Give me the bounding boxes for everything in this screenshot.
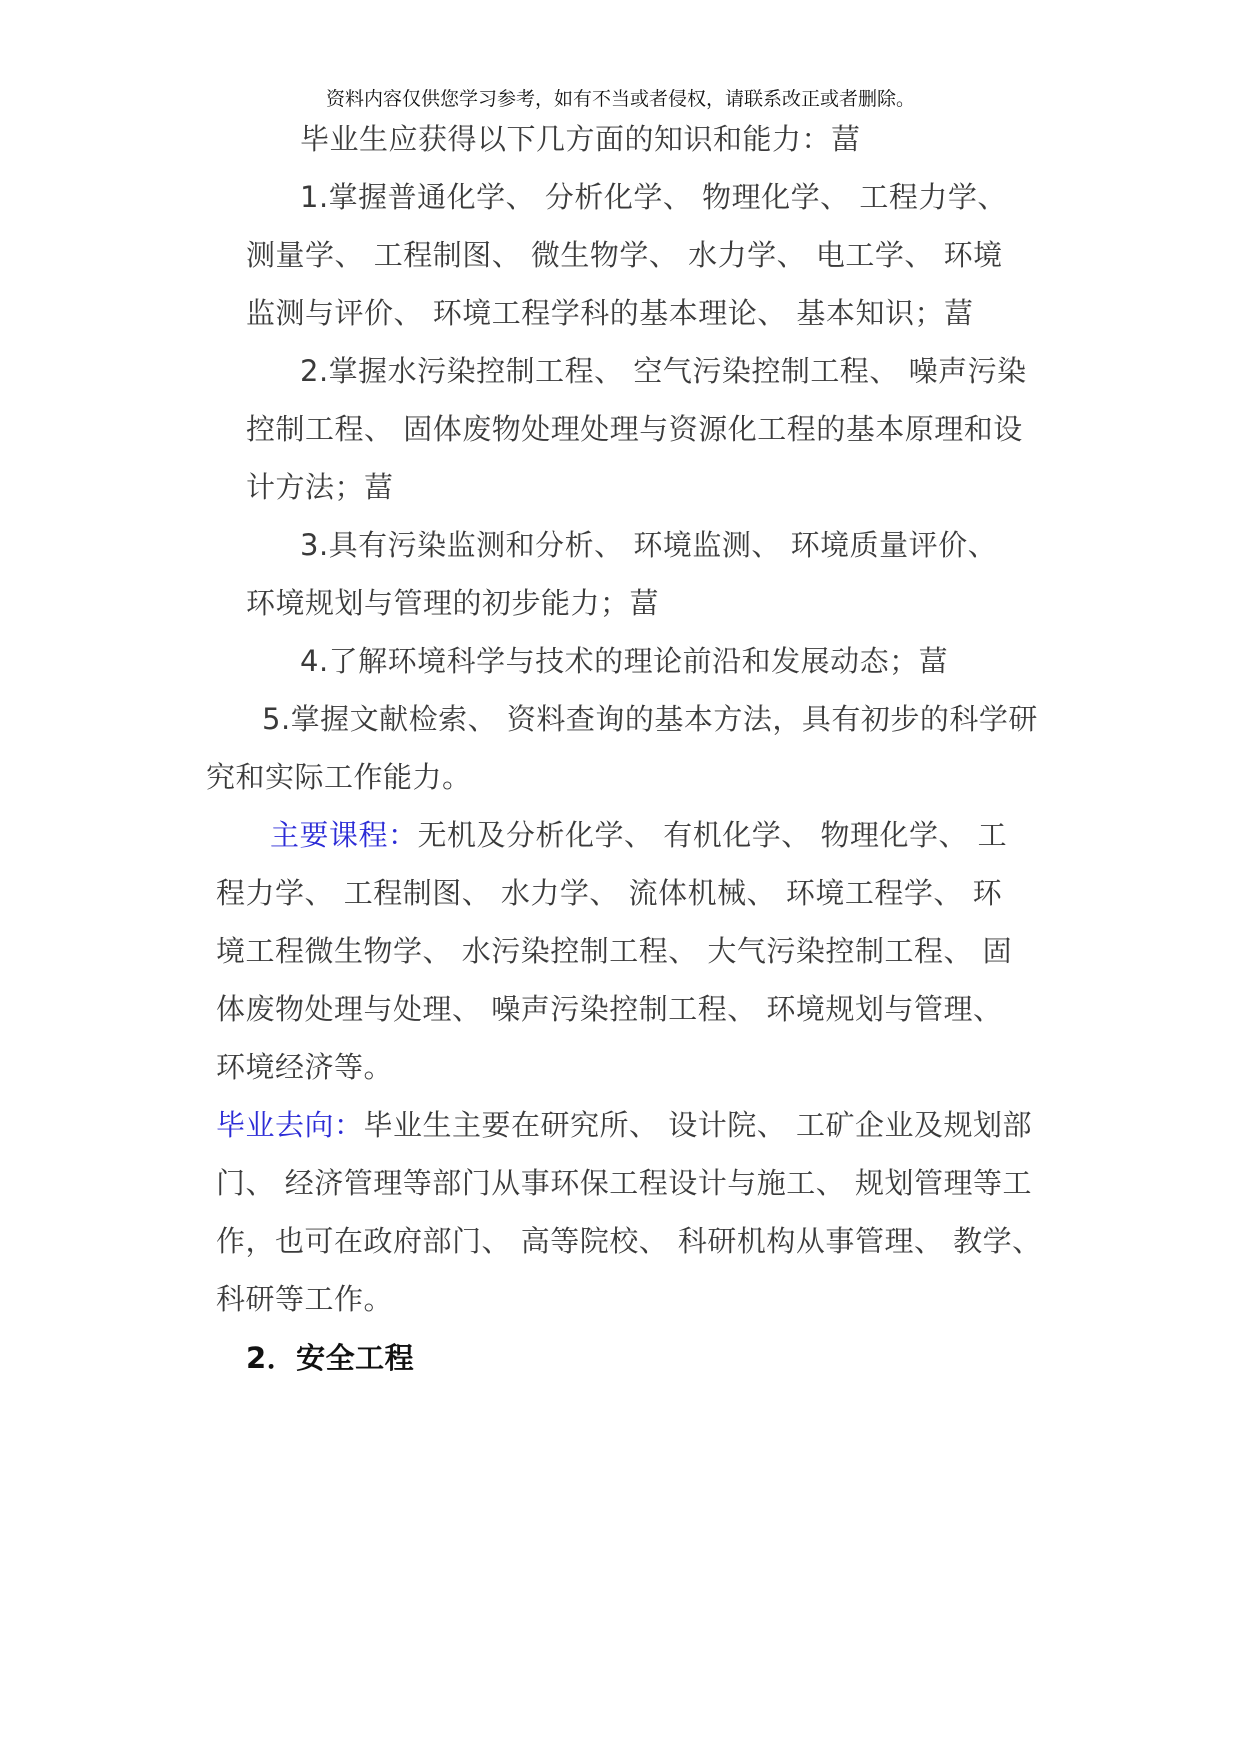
courses-label: 主要课程： — [270, 818, 418, 852]
item-4-line-1: 4.了解环境科学与技术的理论前沿和发展动态；葍 — [300, 644, 949, 678]
item-5-line-2: 究和实际工作能力。 — [206, 760, 472, 794]
item-1-line-1: 1.掌握普通化学、 分析化学、 物理化学、 工程力学、 — [300, 180, 1007, 214]
courses-line-4: 体废物处理与处理、 噪声污染控制工程、 环境规划与管理、 — [216, 992, 1003, 1026]
courses-line-5: 环境经济等。 — [216, 1050, 394, 1084]
careers-line-2: 门、 经济管理等部门从事环保工程设计与施工、 规划管理等工 — [216, 1166, 1032, 1200]
item-2-line-2: 控制工程、 固体废物处理处理与资源化工程的基本原理和设 — [246, 412, 1023, 446]
item-2-line-3: 计方法；葍 — [246, 470, 394, 504]
intro-text: 毕业生应获得以下几方面的知识和能力：葍 — [300, 122, 861, 156]
item-3-line-1: 3.具有污染监测和分析、 环境监测、 环境质量评价、 — [300, 528, 998, 562]
careers-line-3: 作，也可在政府部门、 高等院校、 科研机构从事管理、 教学、 — [216, 1224, 1042, 1258]
item-1-line-3: 监测与评价、 环境工程学科的基本理论、 基本知识；葍 — [246, 296, 974, 330]
section-heading: 2．安全工程 — [246, 1341, 415, 1375]
item-2-line-1: 2.掌握水污染控制工程、 空气污染控制工程、 噪声污染 — [300, 354, 1027, 388]
careers-line-4: 科研等工作。 — [216, 1282, 394, 1316]
item-5-line-1: 5.掌握文献检索、 资料查询的基本方法，具有初步的科学研 — [262, 702, 1038, 736]
careers-text-1: 毕业生主要在研究所、 设计院、 工矿企业及规划部 — [363, 1108, 1032, 1142]
courses-line-3: 境工程微生物学、 水污染控制工程、 大气污染控制工程、 固 — [216, 934, 1013, 968]
courses-line-1 — [270, 815, 1007, 855]
item-1-line-2: 测量学、 工程制图、 微生物学、 水力学、 电工学、 环境 — [246, 238, 1003, 272]
courses-text-1: 无机及分析化学、 有机化学、 物理化学、 工 — [417, 818, 1008, 852]
disclaimer-header: 资料内容仅供您学习参考，如有不当或者侵权，请联系改正或者删除。 — [325, 88, 915, 110]
courses-line-2: 程力学、 工程制图、 水力学、 流体机械、 环境工程学、 环 — [216, 876, 1003, 910]
careers-label: 毕业去向： — [216, 1108, 364, 1142]
careers-line-1 — [216, 1105, 1032, 1145]
item-3-line-2: 环境规划与管理的初步能力；葍 — [246, 586, 660, 620]
